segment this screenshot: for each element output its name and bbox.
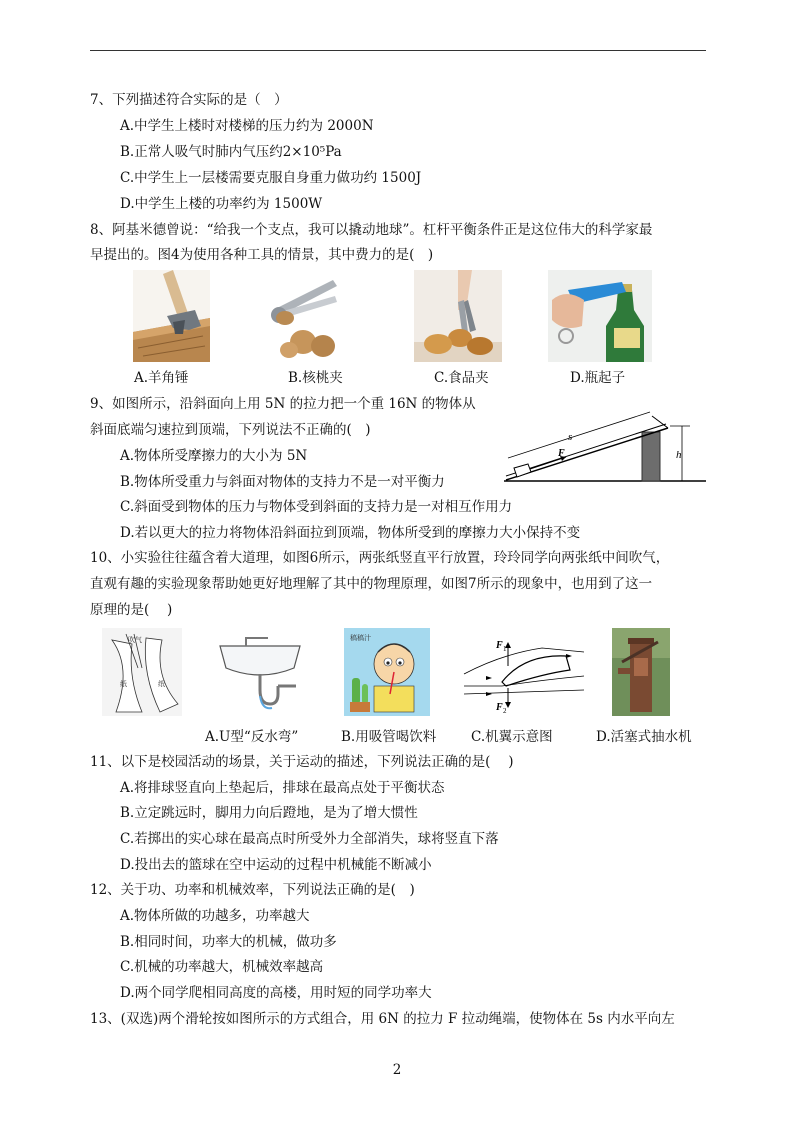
drink-label: 稿稿汁 bbox=[350, 634, 371, 642]
q12-stem: 12、关于功、功率和机械效率，下列说法正确的是( ) bbox=[90, 882, 415, 898]
q11-option-a: A.将排球竖直向上垫起后，排球在最高点处于平衡状态 bbox=[120, 780, 445, 796]
paper-label-right: 纸 bbox=[158, 680, 165, 688]
q10-caption-a: A.U型“反水弯” bbox=[205, 729, 299, 745]
q7-option-b: B.正常人吸气时肺内气压约2×10⁵Pa bbox=[120, 144, 342, 160]
q9-option-d: D.若以更大的拉力将物体沿斜面拉到顶端，物体所受到的摩擦力大小保持不变 bbox=[120, 525, 581, 541]
q12-option-d: D.两个同学爬相同高度的高楼，用时短的同学功率大 bbox=[120, 985, 432, 1001]
q8-caption-c: C.食品夹 bbox=[434, 370, 489, 386]
q12-option-a: A.物体所做的功越多，功率越大 bbox=[120, 908, 310, 924]
q9-stem-line-2: 斜面底端匀速拉到顶端，下列说法不正确的( ) bbox=[90, 422, 371, 438]
incline-label-s: s bbox=[568, 431, 573, 443]
piston-pump-photo bbox=[612, 628, 670, 716]
q8-stem-line-1: 8、阿基米德曾说：“给我一个支点，我可以撬动地球”。杠杆平衡条件正是这位伟大的科学家最 bbox=[90, 222, 653, 238]
q10-stem-line-2: 直观有趣的实验现象帮助她更好地理解了其中的物理原理，如图7所示的现象中，也用到了这一 bbox=[90, 576, 653, 592]
q12-option-c: C.机械的功率越大，机械效率越高 bbox=[120, 959, 324, 975]
q10-stem-line-1: 10、小实验往往蕴含着大道理，如图6所示，两张纸竖直平行放置，玲玲同学向两张纸中间吹气， bbox=[90, 550, 670, 566]
q11-option-c: C.若掷出的实心球在最高点时所受外力全部消失，球将竖直下落 bbox=[120, 831, 499, 847]
q8-caption-d: D.瓶起子 bbox=[570, 370, 626, 386]
q10-caption-d: D.活塞式抽水机 bbox=[596, 729, 692, 745]
paper-label-left: 纸 bbox=[120, 680, 127, 688]
food-tongs-photo bbox=[414, 270, 502, 362]
drinking-straw-figure bbox=[344, 628, 430, 716]
q9-option-b: B.物体所受重力与斜面对物体的支持力不是一对平衡力 bbox=[120, 474, 445, 490]
q8-caption-b: B.核桃夹 bbox=[288, 370, 343, 386]
bottle-opener-photo bbox=[548, 270, 652, 362]
q7-stem: 7、下列描述符合实际的是（ ） bbox=[90, 92, 288, 108]
blowing-paper-figure bbox=[102, 628, 182, 716]
wing-label-f2-sub: 2 bbox=[503, 707, 507, 715]
q10-stem-line-3: 原理的是( ) bbox=[90, 602, 173, 618]
q11-option-d: D.投出去的篮球在空中运动的过程中机械能不断减小 bbox=[120, 857, 432, 873]
q11-stem: 11、以下是校园活动的场景，关于运动的描述，下列说法正确的是( ) bbox=[90, 754, 514, 770]
q11-option-b: B.立定跳远时，脚用力向后蹬地，是为了增大惯性 bbox=[120, 805, 418, 821]
incline-label-h: h bbox=[676, 449, 682, 461]
wing-label-f2: F bbox=[496, 702, 503, 713]
incline-label-f: F bbox=[558, 448, 565, 459]
airfoil-diagram bbox=[462, 634, 590, 716]
wing-label-f1-sub: 1 bbox=[503, 645, 507, 653]
wing-label-f1: F bbox=[496, 640, 503, 651]
nutcracker-photo bbox=[263, 270, 345, 362]
q7-option-d: D.中学生上楼的功率约为 1500W bbox=[120, 196, 323, 212]
q7-option-a: A.中学生上楼时对楼梯的压力约为 2000N bbox=[120, 118, 374, 134]
q10-caption-b: B.用吸管喝饮料 bbox=[341, 729, 437, 745]
page-number: 2 bbox=[392, 1062, 402, 1078]
q9-stem-line-1: 9、如图所示，沿斜面向上用 5N 的拉力把一个重 16N 的物体从 bbox=[90, 396, 476, 412]
q10-caption-c: C.机翼示意图 bbox=[471, 729, 553, 745]
q9-option-a: A.物体所受摩擦力的大小为 5N bbox=[120, 448, 308, 464]
claw-hammer-photo bbox=[133, 270, 210, 362]
sink-u-trap-figure bbox=[216, 636, 304, 716]
q8-caption-a: A.羊角锤 bbox=[134, 370, 189, 386]
q8-stem-line-2: 早提出的。图4为使用各种工具的情景，其中费力的是( ) bbox=[90, 247, 434, 263]
q12-option-b: B.相同时间，功率大的机械，做功多 bbox=[120, 934, 337, 950]
header-rule bbox=[90, 50, 706, 51]
q13-stem: 13、(双选)两个滑轮按如图所示的方式组合，用 6N 的拉力 F 拉动绳端，使物体在 5s 内水平向左 bbox=[90, 1011, 675, 1027]
q7-option-c: C.中学生上一层楼需要克服自身重力做功约 1500J bbox=[120, 170, 422, 186]
paper-label-blow: 吹气 bbox=[128, 636, 142, 644]
q9-option-c: C.斜面受到物体的压力与物体受到斜面的支持力是一对相互作用力 bbox=[120, 499, 513, 515]
incline-diagram bbox=[500, 398, 710, 490]
